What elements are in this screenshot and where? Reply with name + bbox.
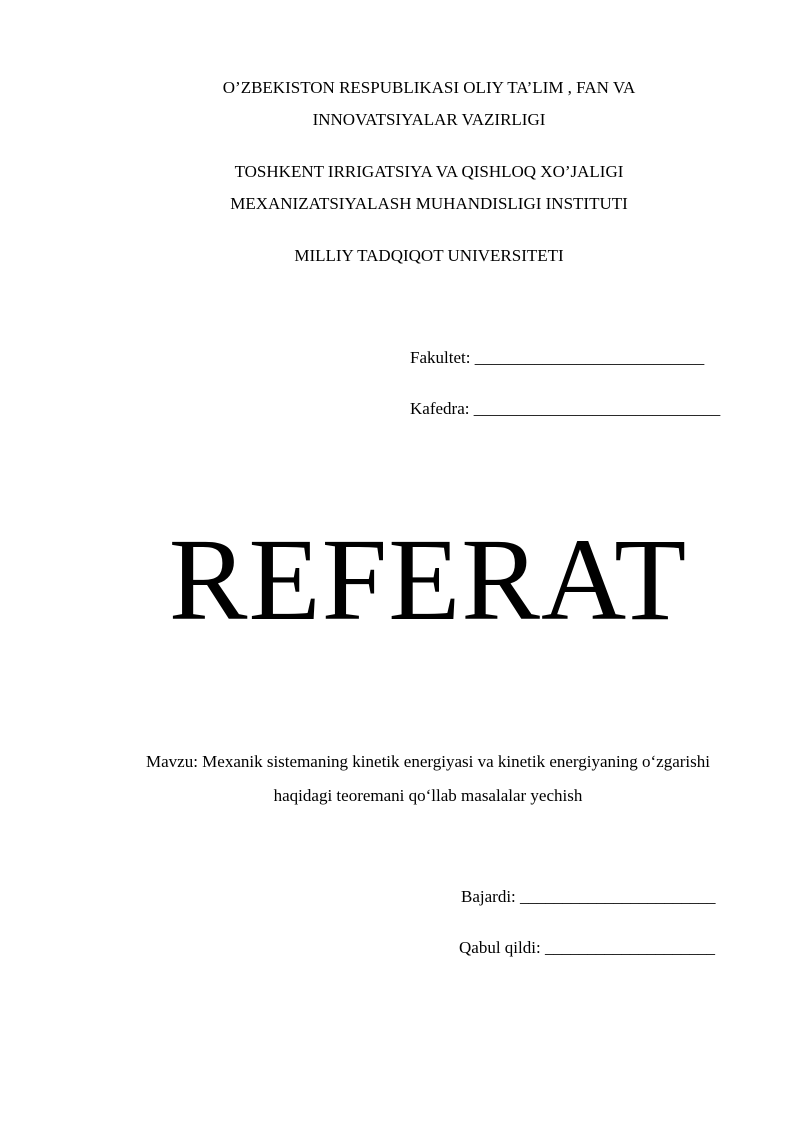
qabul-qildi-field: Qabul qildi: ____________________ — [459, 938, 715, 957]
bajardi-field: Bajardi: _______________________ — [461, 887, 716, 906]
document-title: REFERAT — [168, 514, 688, 645]
university-title: MILLIY TADQIQOT UNIVERSITETI — [294, 246, 564, 265]
fakultet-field: Fakultet: ___________________________ — [410, 348, 705, 367]
kafedra-field: Kafedra: _____________________________ — [410, 399, 721, 418]
topic-line-1: Mavzu: Mexanik sistemaning kinetik energiyasi va kinetik energiyaning o‘zgarishi — [145, 752, 710, 771]
institute-title-line-1: TOSHKENT IRRIGATSIYA VA QISHLOQ XO’JALIGI — [234, 162, 624, 181]
ministry-title-line-2: INNOVATSIYALAR VAZIRLIGI — [312, 110, 546, 129]
topic-line-2: haqidagi teoremani qo‘llab masalalar yechish — [273, 786, 583, 805]
ministry-title-line-1: O’ZBEKISTON RESPUBLIKASI OLIY TA’LIM , FAN VA — [222, 78, 636, 97]
institute-title-line-2: MEXANIZATSIYALASH MUHANDISLIGI INSTITUTI — [230, 194, 628, 213]
